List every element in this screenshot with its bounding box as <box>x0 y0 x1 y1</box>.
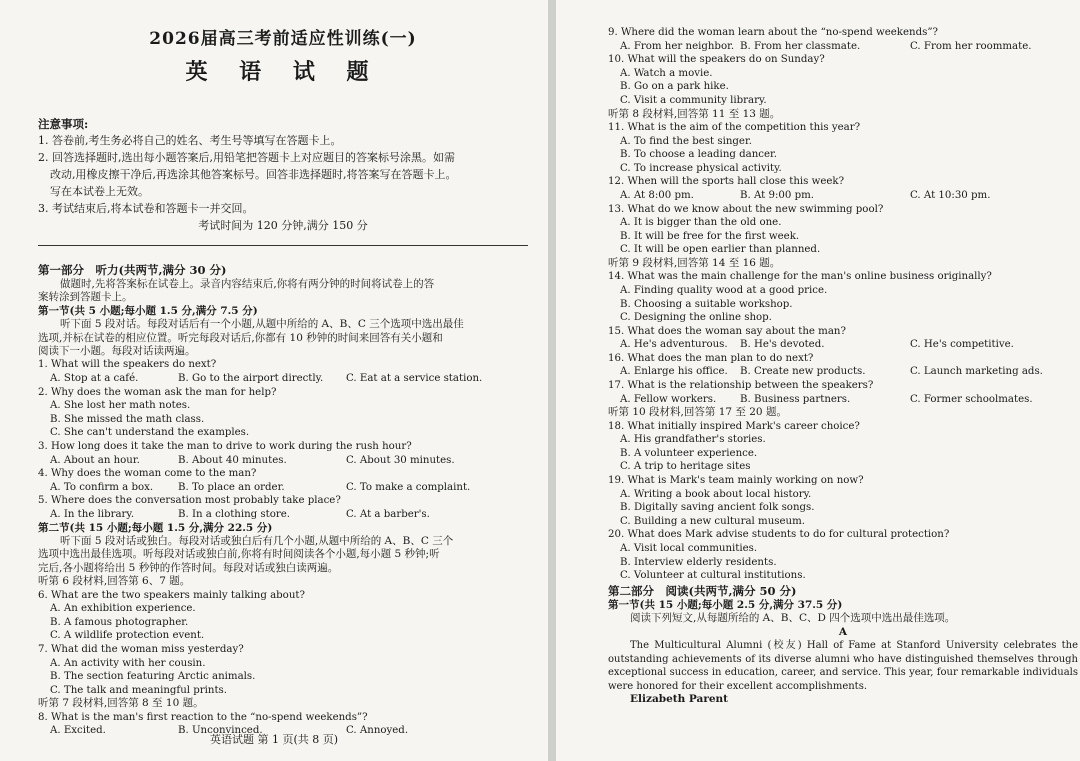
q6-option-a: A. An exhibition experience. <box>50 603 196 615</box>
q3-options <box>38 454 528 468</box>
q9-option-c: C. From her roommate. <box>910 40 1032 52</box>
question-12: 12. When will the sports hall close this week? <box>608 176 845 188</box>
sec2-intro-3: 完后,各小题将给出 5 秒钟的作答时间。每段对话或独白读两遍。 <box>38 561 339 574</box>
q18-option-b: B. A volunteer experience. <box>620 447 758 459</box>
notice-item-2: 2. 回答选择题时,选出每小题答案后,用铅笔把答题卡上对应题目的答案标号涂黑。如需 <box>38 151 455 164</box>
question-19: 19. What is Mark's team mainly working on now? <box>608 475 864 487</box>
q10-option-c: C. Visit a community library. <box>620 94 767 106</box>
q18-option-a: A. His grandfather's stories. <box>620 434 766 446</box>
q11-option-b: B. To choose a leading dancer. <box>620 149 778 161</box>
subject-title: 英 语 试 题 <box>185 59 381 85</box>
honoree-name: Elizabeth Parent <box>630 693 729 706</box>
notice-heading: 注意事项: <box>38 117 89 131</box>
question-17: 17. What is the relationship between the speakers? <box>608 380 874 392</box>
notice-item-2-end: 写在本试卷上无效。 <box>50 185 149 198</box>
part2-sec1-title: 第一节(共 15 小题;每小题 2.5 分,满分 37.5 分) <box>608 598 843 611</box>
q15-options <box>608 338 1080 352</box>
notice-item-1: 1. 答卷前,考生务必将自己的姓名、考生号等填写在答题卡上。 <box>38 134 342 147</box>
q5-option-c: C. At a barber's. <box>346 508 430 520</box>
q9-options <box>608 40 1080 54</box>
question-15: 15. What does the woman say about the man? <box>608 325 846 337</box>
q16-option-a: A. Enlarge his office. <box>620 366 728 378</box>
question-3: 3. How long does it take the man to drive to work during the rush hour? <box>38 441 412 452</box>
q16-options <box>608 365 1080 379</box>
question-8: 8. What is the man's first reaction to the “no-spend weekends”? <box>38 711 368 723</box>
question-20: 20. What does Mark advise students to do for cultural protection? <box>608 529 950 541</box>
exam-title: 2026届高三考前适应性训练(一) <box>149 29 417 49</box>
q10-option-a: A. Watch a movie. <box>620 67 713 79</box>
q4-option-b: B. To place an order. <box>178 481 285 493</box>
q15-option-a: A. He's adventurous. <box>620 339 728 351</box>
q13-option-b: B. It will be free for the first week. <box>620 230 800 242</box>
question-13: 13. What do we know about the new swimming pool? <box>608 203 884 215</box>
q9-option-b: B. From her classmate. <box>740 40 861 52</box>
sec1-title: 第一节(共 5 小题;每小题 1.5 分,满分 7.5 分) <box>38 304 258 317</box>
question-11: 11. What is the aim of the competition this year? <box>608 121 861 133</box>
sec1-intro-2: 选项,并标在试卷的相应位置。听完每段对话后,你都有 10 秒钟的时间来回答有关小题和 <box>38 331 443 344</box>
question-9: 9. Where did the woman learn about the “no-spend weekends”? <box>608 27 938 38</box>
sec2-intro-2: 选项中选出最佳选项。听每段对话或独白前,你将有时间阅读各个小题,每小题 5 秒钟;听 <box>38 548 440 561</box>
q6-option-b: B. A famous photographer. <box>50 616 189 628</box>
part2-title: 第二部分 阅读(共两节,满分 50 分) <box>608 583 797 598</box>
question-6: 6. What are the two speakers mainly talking about? <box>38 589 305 601</box>
q17-option-a: A. Fellow workers. <box>620 393 717 405</box>
page-footer: 英语试题 第 1 页(共 8 页) <box>209 733 339 746</box>
q19-option-a: A. Writing a book about local history. <box>620 488 812 500</box>
part1-intro-2: 案转涂到答题卡上。 <box>38 291 133 304</box>
q2-option-b: B. She missed the math class. <box>50 413 205 425</box>
question-18: 18. What initially inspired Mark's career choice? <box>608 420 860 432</box>
sec2-intro-1: 听下面 5 段对话或独白。每段对话或独白后有几个小题,从题中所给的 A、B、C 三个 <box>60 534 454 547</box>
sec1-intro-3: 阅读下一小题。每段对话读两遍。 <box>38 345 196 358</box>
q12-options <box>608 189 1080 203</box>
q13-option-a: A. It is bigger than the old one. <box>620 217 782 229</box>
q1-option-b: B. Go to the airport directly. <box>178 373 324 385</box>
q19-option-b: B. Digitally saving ancient folk songs. <box>620 502 815 514</box>
part1-title: 第一部分 听力(共两节,满分 30 分) <box>38 263 227 277</box>
q17-option-c: C. Former schoolmates. <box>910 393 1033 405</box>
material-6-note: 听第 6 段材料,回答第 6、7 题。 <box>38 575 191 588</box>
question-16: 16. What does the man plan to do next? <box>608 352 814 364</box>
q9-option-a: A. From her neighbor. <box>620 40 735 52</box>
q4-options <box>38 481 528 495</box>
q3-option-c: C. About 30 minutes. <box>346 454 455 466</box>
q5-options <box>38 508 528 522</box>
q12-option-c: C. At 10:30 pm. <box>910 189 991 201</box>
q3-option-b: B. About 40 minutes. <box>178 454 287 466</box>
question-1: 1. What will the speakers do next? <box>38 359 217 371</box>
material-8-note: 听第 8 段材料,回答第 11 至 13 题。 <box>608 107 781 120</box>
question-10: 10. What will the speakers do on Sunday? <box>608 54 825 66</box>
q7-option-c: C. The talk and meaningful prints. <box>50 684 228 696</box>
sec1-intro-1: 听下面 5 段对话。每段对话后有一个小题,从题中所给的 A、B、C 三个选项中选出最佳 <box>60 318 464 331</box>
q1-option-a: A. Stop at a café. <box>50 373 139 385</box>
q8-option-b: B. Unconvinced. <box>178 725 263 737</box>
passage-letter: A <box>838 625 848 638</box>
q2-option-a: A. She lost her math notes. <box>50 400 191 412</box>
q10-option-b: B. Go on a park hike. <box>620 81 729 93</box>
q19-option-c: C. Building a new cultural museum. <box>620 515 805 527</box>
q8-option-c: C. Annoyed. <box>346 725 409 737</box>
passage-a-paragraph: The Multicultural Alumni (校友) Hall of Fame at Stanford University celebrates the outstanding achievements of its diverse alumni who have distinguished themselves through exceptional success in education, career, and service. This year, four remarkable individuals were honored for their excellent accomplishments. <box>608 640 1078 692</box>
q15-option-b: B. He's devoted. <box>740 339 825 351</box>
q7-option-a: A. An activity with her cousin. <box>50 657 206 669</box>
q18-option-c: C. A trip to heritage sites <box>620 461 751 473</box>
q12-option-b: B. At 9:00 pm. <box>740 189 815 201</box>
q17-option-b: B. Business partners. <box>740 393 851 405</box>
notice-item-2-cont: 改动,用橡皮擦干净后,再选涂其他答案标号。回答非选择题时,将答案写在答题卡上。 <box>50 168 457 181</box>
page-gutter <box>548 0 556 761</box>
question-2: 2. Why does the woman ask the man for help? <box>38 386 277 398</box>
part2-intro: 阅读下列短文,从每题所给的 A、B、C、D 四个选项中选出最佳选项。 <box>630 612 956 625</box>
q14-option-c: C. Designing the online shop. <box>620 312 772 324</box>
sec2-title: 第二节(共 15 小题;每小题 1.5 分,满分 22.5 分) <box>38 521 273 534</box>
q11-option-c: C. To increase physical activity. <box>620 162 782 174</box>
question-7: 7. What did the woman miss yesterday? <box>38 643 244 655</box>
q20-option-a: A. Visit local communities. <box>620 543 758 554</box>
q1-options <box>38 372 528 386</box>
q5-option-a: A. In the library. <box>50 508 135 520</box>
q20-option-b: B. Interview elderly residents. <box>620 556 777 568</box>
material-7-note: 听第 7 段材料,回答第 8 至 10 题。 <box>38 697 204 710</box>
q12-option-a: A. At 8:00 pm. <box>620 189 694 201</box>
q15-option-c: C. He's competitive. <box>910 339 1014 351</box>
q6-option-c: C. A wildlife protection event. <box>50 630 205 642</box>
q7-option-b: B. The section featuring Arctic animals. <box>50 671 256 683</box>
q11-option-a: A. To find the best singer. <box>620 135 752 147</box>
question-5: 5. Where does the conversation most probably take place? <box>38 495 341 507</box>
q8-option-a: A. Excited. <box>50 725 106 737</box>
q13-option-c: C. It will be open earlier than planned. <box>620 244 821 256</box>
question-4: 4. Why does the woman come to the man? <box>38 468 257 480</box>
q3-option-a: A. About an hour. <box>50 454 140 466</box>
q17-options <box>608 393 1080 407</box>
q4-option-c: C. To make a complaint. <box>346 481 471 493</box>
q1-option-c: C. Eat at a service station. <box>346 373 483 385</box>
q4-option-a: A. To confirm a box. <box>50 481 154 493</box>
q2-option-c: C. She can't understand the examples. <box>50 427 250 439</box>
q14-option-a: A. Finding quality wood at a good price. <box>620 284 828 296</box>
q20-option-c: C. Volunteer at cultural institutions. <box>620 570 806 582</box>
right-page <box>556 0 1080 761</box>
time-note: 考试时间为 120 分钟,满分 150 分 <box>198 219 368 232</box>
q5-option-b: B. In a clothing store. <box>178 508 291 520</box>
q16-option-b: B. Create new products. <box>740 366 866 378</box>
part1-intro-1: 做题时,先将答案标在试卷上。录音内容结束后,你将有两分钟的时间将试卷上的答 <box>60 278 435 290</box>
q14-option-b: B. Choosing a suitable workshop. <box>620 298 793 310</box>
notice-item-3: 3. 考试结束后,将本试卷和答题卡一并交回。 <box>38 202 254 215</box>
material-10-note: 听第 10 段材料,回答第 17 至 20 题。 <box>608 406 787 419</box>
material-9-note: 听第 9 段材料,回答第 14 至 16 题。 <box>608 256 781 269</box>
q16-option-c: C. Launch marketing ads. <box>910 366 1043 378</box>
question-14: 14. What was the main challenge for the man's online business originally? <box>608 271 992 283</box>
divider <box>38 245 528 246</box>
